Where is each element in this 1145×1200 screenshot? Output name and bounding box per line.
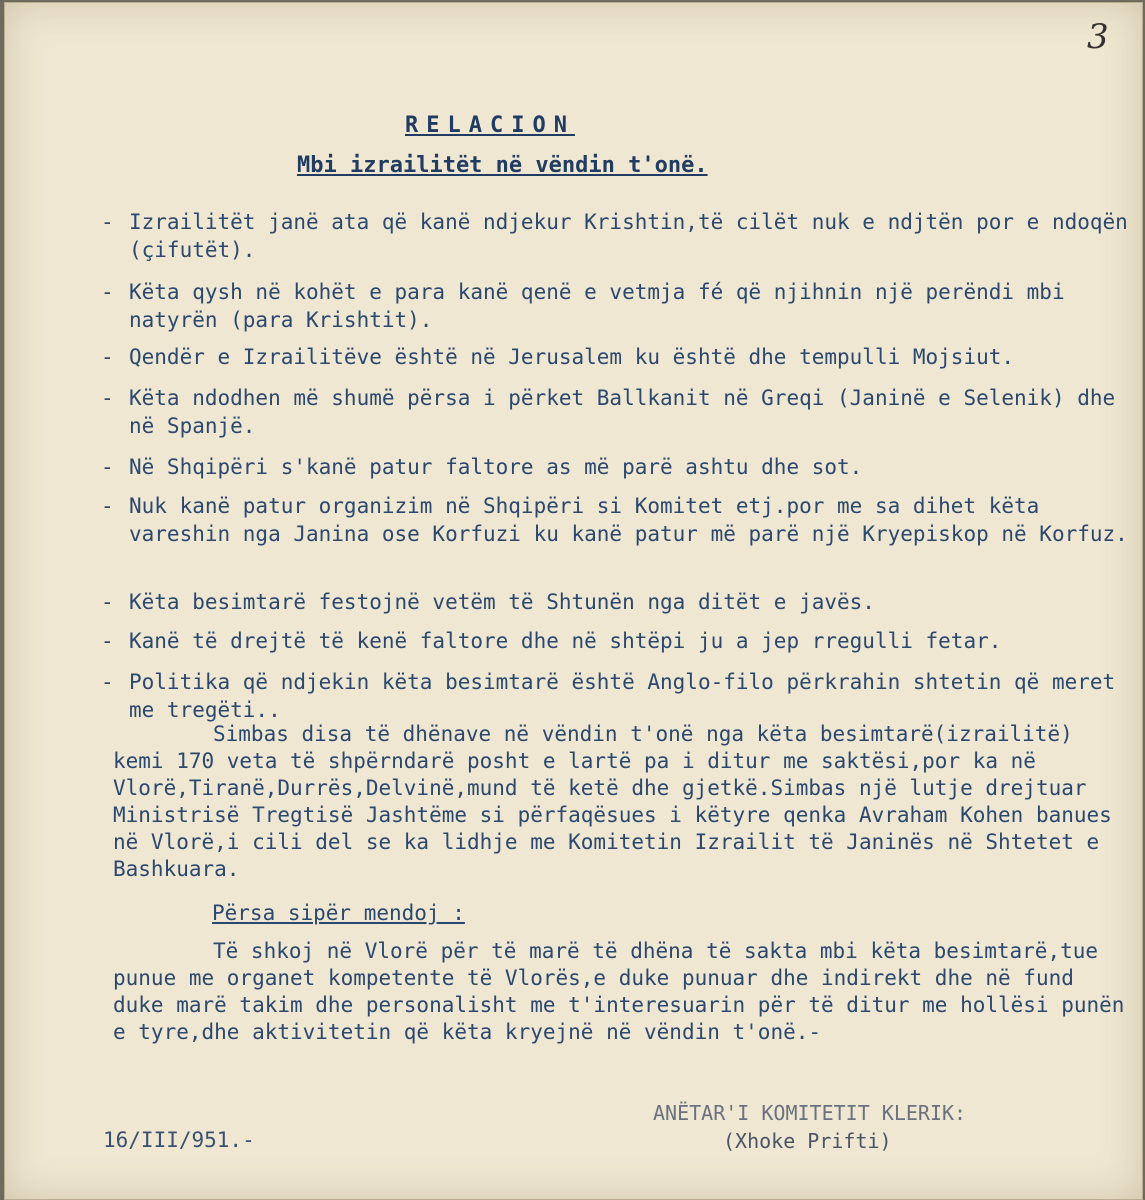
- list-item: - Qendër e Izrailitëve është në Jerusalem ku është dhe tempulli Mojsiut.: [101, 345, 1015, 369]
- document-subtitle: Mbi izrailitët në vëndin t'onë.: [297, 153, 708, 178]
- page-number: 3: [1087, 17, 1109, 57]
- list-item: - Politika që ndjekin këta besimtarë është Anglo-filo përkrahin shtetin që meret me tregëti..: [101, 670, 1116, 722]
- document-page: [4, 2, 1143, 1200]
- signature-title: ANËTAR'I KOMITETIT KLERIK:: [653, 1101, 967, 1125]
- proposal-paragraph: Të shkoj në Vlorë për të marë të dhëna të sakta mbi këta besimtarë,tue punue me organet kompetente të Vlorës,e duke punuar dhe indirekt dhe në fund duke marë takim dhe personalisht me t'interesuarin për të ditur me hollësi punën e tyre,dhe aktivitetin që këta kryejnë në vëndin t'onë.-: [113, 939, 1125, 1044]
- section-heading: Përsa sipër mendoj :: [212, 901, 465, 925]
- document-title: RELACION: [405, 113, 575, 138]
- document-date: 16/III/951.-: [103, 1128, 255, 1152]
- list-item: - Këta qysh në kohët e para kanë qenë e vetmja fé që njihnin një perëndi mbi natyrën (para Krishtit).: [101, 280, 1065, 332]
- list-item: - Në Shqipëri s'kanë patur faltore as më parë ashtu dhe sot.: [101, 455, 863, 479]
- body-paragraph: Simbas disa të dhënave në vëndin t'onë nga këta besimtarë(izrailitë) kemi 170 veta të shpërndarë posht e lartë pa i ditur me saktësi,por ka në Vlorë,Tiranë,Durrës,Delvinë,mund të ketë dhe gjetkë.Simbas një lutje drejtuar Ministrisë Tregtisë Jashtëme si përfaqësues i këtyre qenka Avraham Kohen banues në Vlorë,i cili del se ka lidhje me Komitetin Izrailit të Janinës në Shtetet e Bashkuara.: [113, 722, 1112, 881]
- list-item: - Kanë të drejtë të kenë faltore dhe në shtëpi ju a jep rregulli fetar.: [101, 629, 1002, 653]
- list-item: - Këta ndodhen më shumë përsa i përket Ballkanit në Greqi (Janinë e Selenik) dhe në Spanjë.: [101, 386, 1116, 438]
- list-item: - Izrailitët janë ata që kanë ndjekur Krishtin,të cilët nuk e ndjtën por e ndoqën (çifutët).: [101, 210, 1128, 262]
- list-item: - Këta besimtarë festojnë vetëm të Shtunën nga ditët e javës.: [101, 590, 875, 614]
- signature-name: (Xhoke Prifti): [723, 1129, 892, 1153]
- list-item: - Nuk kanë patur organizim në Shqipëri si Komitet etj.por me sa dihet këta vareshin nga Janina ose Korfuzi ku kanë patur më parë një Kryepiskop në Korfuz.: [101, 494, 1128, 546]
